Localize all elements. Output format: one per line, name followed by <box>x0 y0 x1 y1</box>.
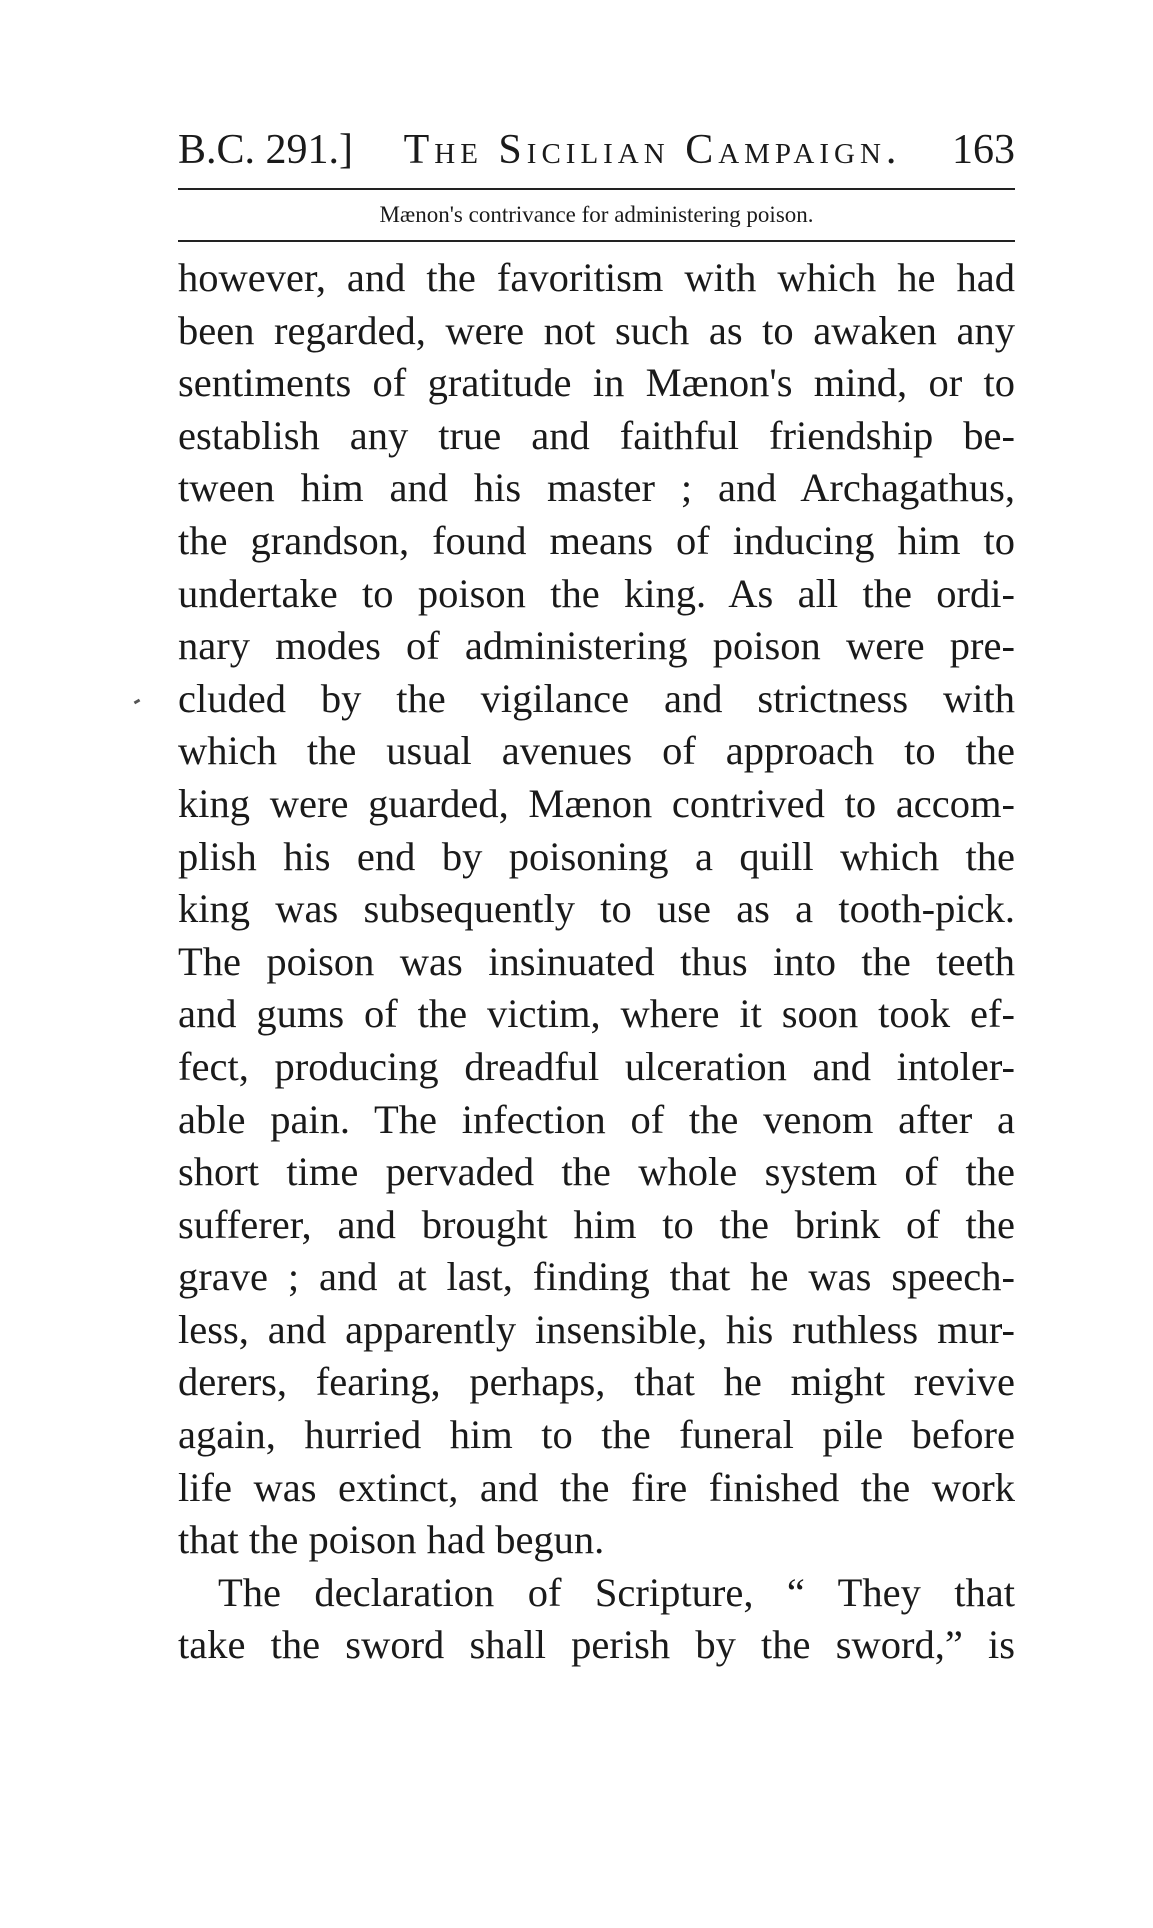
header-date: B.C. 291.] <box>178 127 354 173</box>
text-line: king were guarded, Mænon contrived to accom- <box>178 780 1015 826</box>
text-line: able pain. The infection of the venom after a <box>178 1096 1015 1142</box>
page-caption: Mænon's contrivance for administering poison. <box>379 202 814 227</box>
text-line: The declaration of Scripture, “ They that <box>218 1569 1015 1615</box>
text-line: The poison was insinuated thus into the teeth <box>178 938 1015 984</box>
text-line: sentiments of gratitude in Mænon's mind, or to <box>178 360 1015 406</box>
running-head <box>178 120 1015 180</box>
text-line: short time pervaded the whole system of the <box>178 1149 1015 1195</box>
text-line: king was subsequently to use as a tooth-pick. <box>178 886 1015 932</box>
text-line: grave ; and at last, finding that he was speech- <box>178 1254 1015 1300</box>
text-line: tween him and his master ; and Archagathus, <box>178 465 1015 511</box>
body-text <box>178 252 1015 1672</box>
text-line: fect, producing dreadful ulceration and intoler- <box>178 1043 1015 1089</box>
margin-mark <box>134 699 141 705</box>
text-line: sufferer, and brought him to the brink of the <box>178 1201 1015 1247</box>
text-line: cluded by the vigilance and strictness with <box>178 675 1015 721</box>
text-line: and gums of the victim, where it soon took ef- <box>178 991 1015 1037</box>
text-line: establish any true and faithful friendship be- <box>178 412 1015 458</box>
header-title: The Sicilian Campaign. <box>403 127 902 173</box>
text-line: undertake to poison the king. As all the ordi- <box>178 570 1015 616</box>
text-line: plish his end by poisoning a quill which the <box>178 833 1015 879</box>
text-line: again, hurried him to the funeral pile before <box>178 1412 1015 1458</box>
text-line: take the sword shall perish by the sword,” is <box>178 1622 1015 1668</box>
header-rule-bottom <box>178 240 1015 242</box>
text-line: been regarded, were not such as to awaken any <box>178 307 1015 353</box>
text-line: that the poison had begun. <box>178 1517 605 1563</box>
text-line: derers, fearing, perhaps, that he might revive <box>178 1359 1015 1405</box>
page-number: 163 <box>951 127 1015 173</box>
text-line: life was extinct, and the fire finished the work <box>178 1464 1015 1510</box>
text-line: however, and the favoritism with which he had <box>178 255 1015 300</box>
text-line: which the usual avenues of approach to the <box>178 728 1015 774</box>
header-rule-top <box>178 188 1015 190</box>
text-line: less, and apparently insensible, his ruthless mur- <box>178 1306 1015 1352</box>
text-line: nary modes of administering poison were pre- <box>178 623 1015 669</box>
text-line: the grandson, found means of inducing him to <box>178 517 1015 563</box>
